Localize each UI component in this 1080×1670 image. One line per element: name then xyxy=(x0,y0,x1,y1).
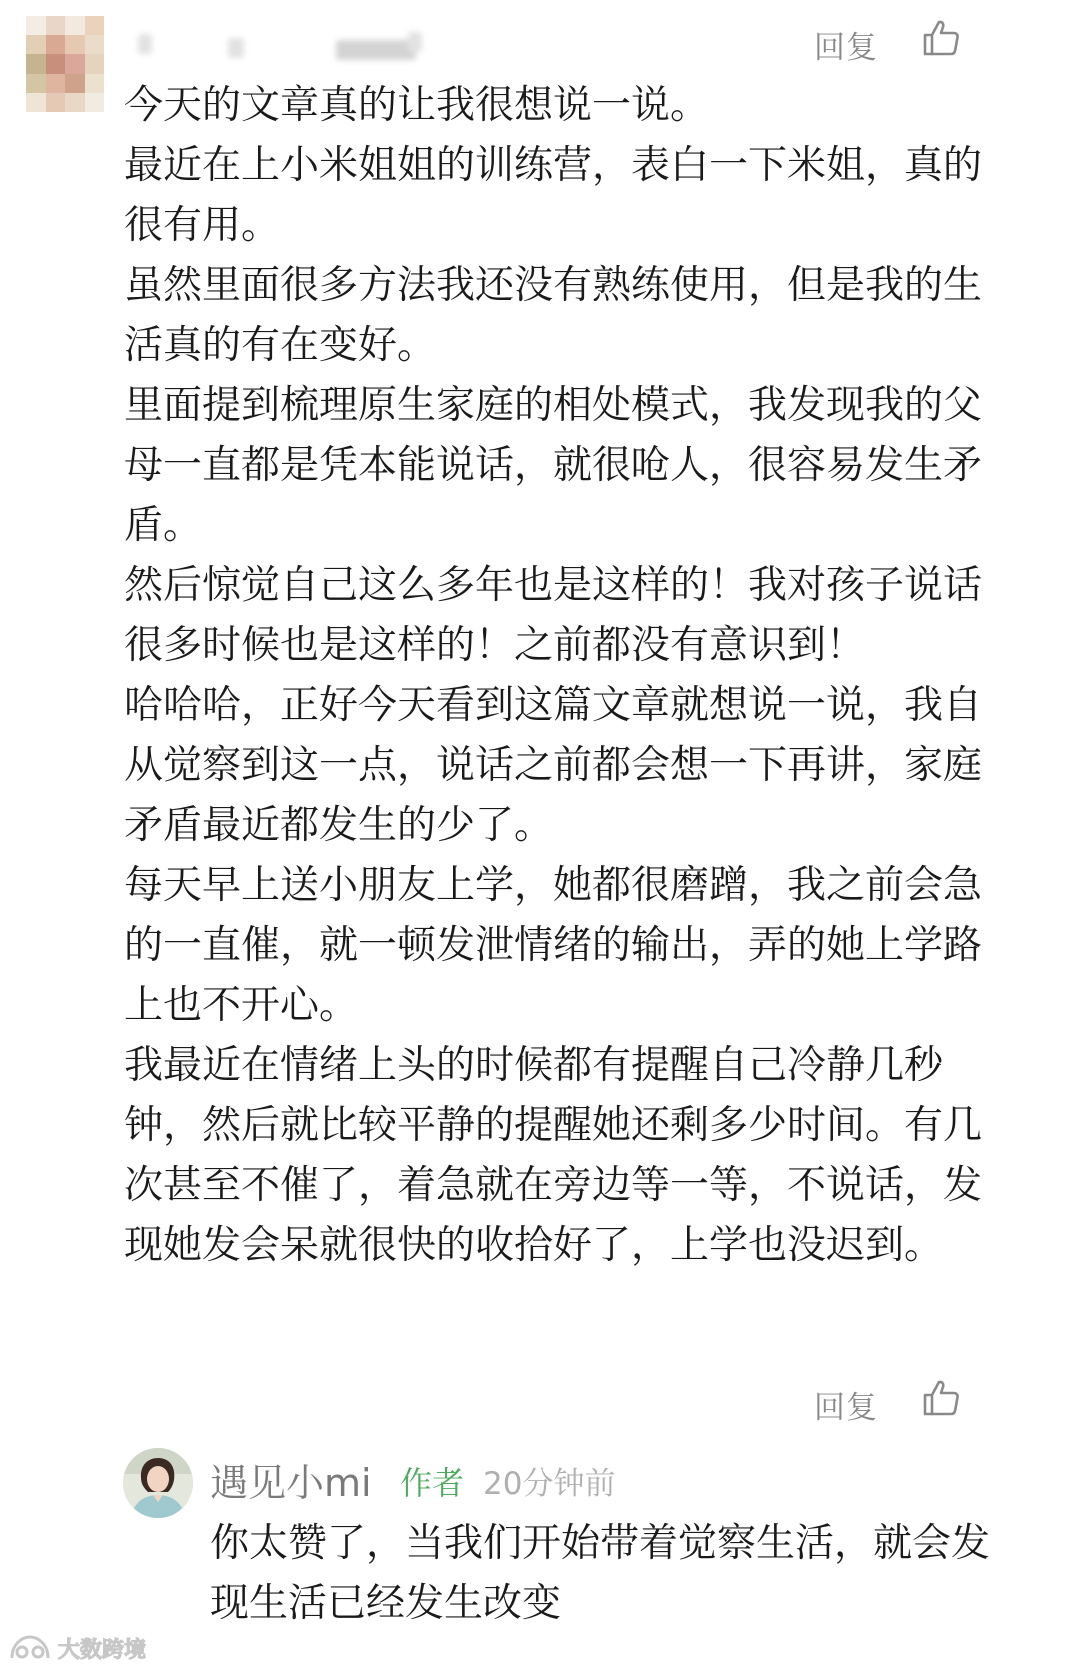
blurred-username xyxy=(336,40,416,60)
comment-paragraph: 虽然里面很多方法我还没有熟练使用，但是我的生活真的有在变好。 xyxy=(124,263,983,368)
author-reply-button[interactable]: 回复 xyxy=(814,1382,878,1427)
watermark-text: 大数跨境 xyxy=(58,1637,147,1663)
blurred-username xyxy=(138,34,152,54)
blurred-username xyxy=(228,38,244,58)
author-badge: 作者 xyxy=(400,1464,465,1502)
watermark xyxy=(8,1632,146,1664)
comment-paragraph: 最近在上小米姐姐的训练营，表白一下米姐，真的很有用。 xyxy=(124,143,983,248)
comment-paragraph: 每天早上送小朋友上学，她都很磨蹭，我之前会急的一直催，就一顿发泄情绪的输出，弄的她上学路上也不开心。 xyxy=(124,863,983,1028)
watermark-logo-icon xyxy=(8,1632,52,1664)
reply-timestamp: 20分钟前 xyxy=(483,1466,616,1502)
comment-paragraph: 然后惊觉自己这么多年也是这样的！我对孩子说话很多时候也是这样的！之前都没有意识到！ xyxy=(124,563,983,668)
blurred-avatar-icon[interactable] xyxy=(26,16,104,112)
reply-button[interactable]: 回复 xyxy=(814,22,878,67)
blurred-username xyxy=(408,32,422,52)
comment-paragraph: 哈哈哈，正好今天看到这篇文章就想说一说，我自从觉察到这一点，说话之前都会想一下再讲，家庭矛盾最近都发生的少了。 xyxy=(124,683,983,848)
comment-paragraph: 我最近在情绪上头的时候都有提醒自己冷静几秒钟，然后就比较平静的提醒她还剩多少时间。有几次甚至不催了，着急就在旁边等一等，不说话，发现她发会呆就很快的收拾好了，上学也没迟到。 xyxy=(124,1043,983,1268)
comment-paragraph: 里面提到梳理原生家庭的相处模式，我发现我的父母一直都是凭本能说话，就很呛人，很容易发生矛盾。 xyxy=(124,383,983,548)
author-avatar-icon[interactable] xyxy=(123,1448,193,1518)
comment-text xyxy=(124,76,1004,1276)
comment-paragraph: 今天的文章真的让我很想说一说。 xyxy=(124,83,710,128)
author-thumbs-up-icon[interactable] xyxy=(921,1378,961,1418)
author-reply-text: 你太赞了，当我们开始带着觉察生活，就会发现生活已经发生改变 xyxy=(210,1521,991,1626)
thumbs-up-icon[interactable] xyxy=(921,18,961,58)
author-name[interactable]: 遇见小mi xyxy=(210,1461,372,1505)
